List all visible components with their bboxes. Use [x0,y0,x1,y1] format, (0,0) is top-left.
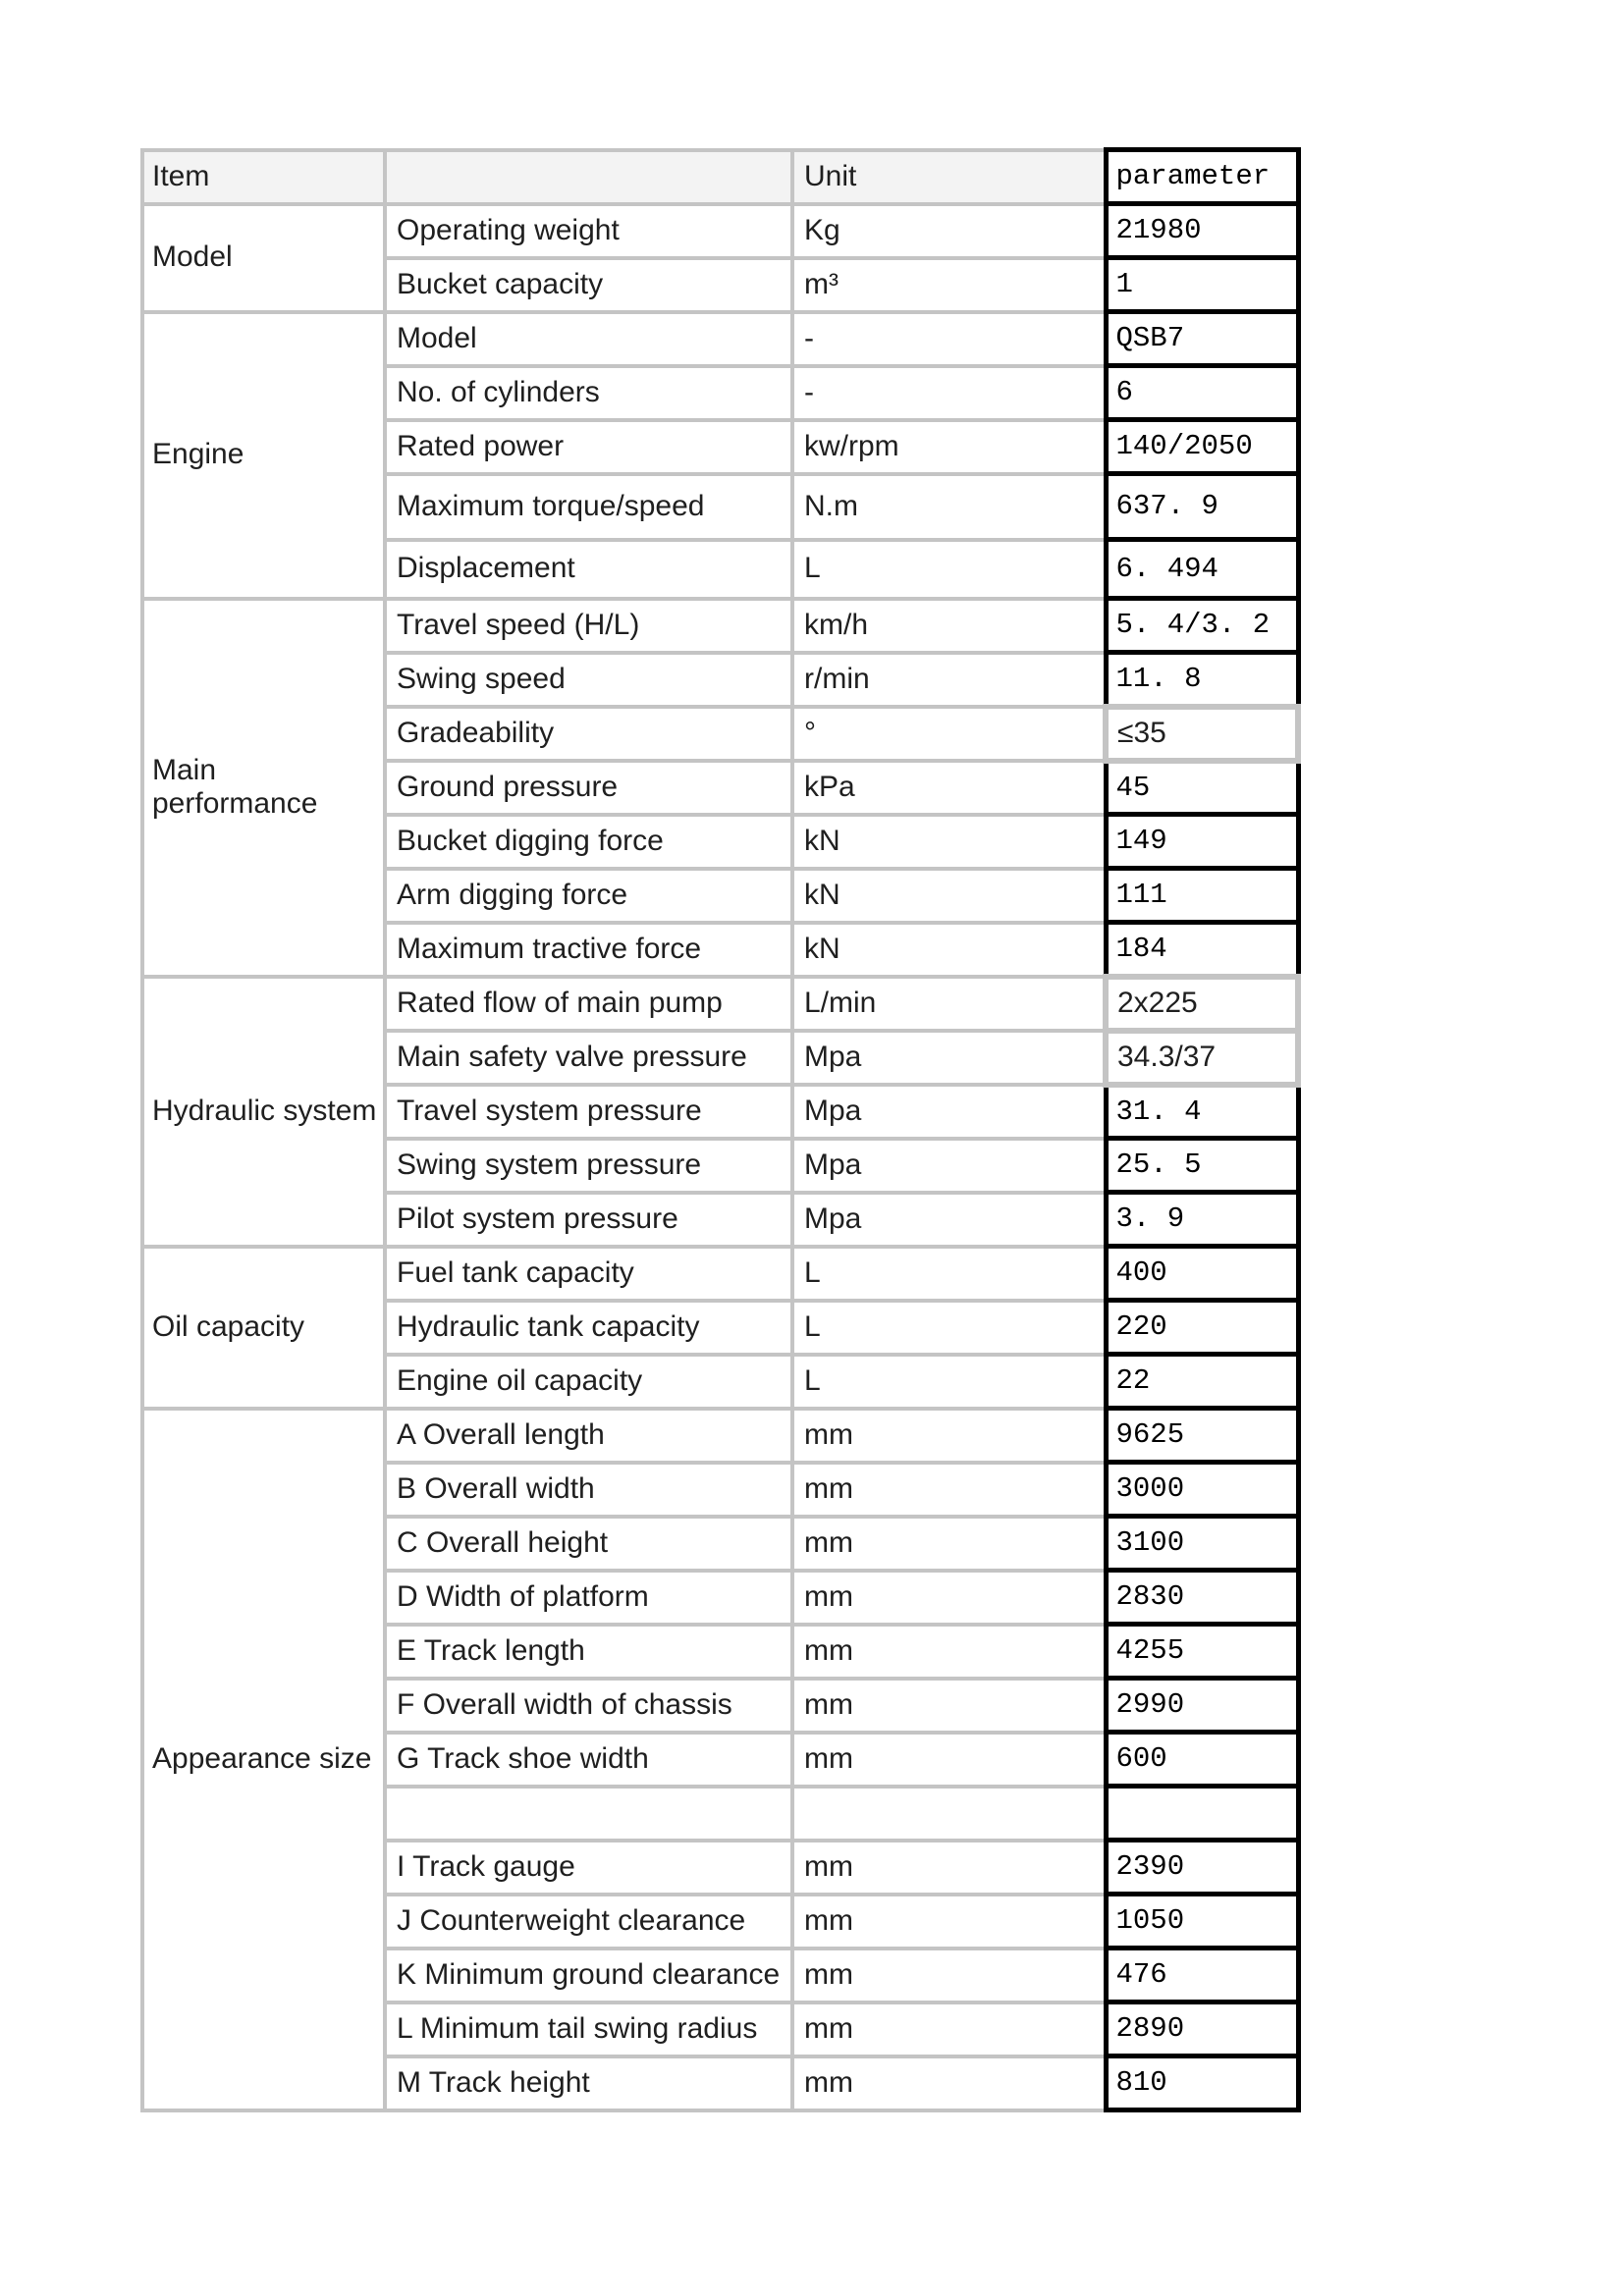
label-cell: Main safety valve pressure [385,1031,792,1085]
unit-cell: L [792,540,1106,599]
value-cell: 637. 9 [1106,474,1298,540]
unit-cell: - [792,366,1106,420]
label-cell: Travel speed (H/L) [385,599,792,653]
unit-cell: mm [792,2002,1106,2056]
value-cell: 2990 [1106,1679,1298,1733]
item-cell-model: Model [142,204,385,312]
spec-row [142,1247,1298,1301]
label-cell: Rated flow of main pump [385,977,792,1031]
value-cell: 5. 4/3. 2 [1106,599,1298,653]
label-cell: Bucket capacity [385,258,792,312]
unit-cell: Kg [792,204,1106,258]
value-cell: QSB7 [1106,312,1298,366]
spec-row [142,977,1298,1031]
unit-cell: mm [792,1733,1106,1787]
value-cell: 2890 [1106,2002,1298,2056]
unit-cell: ° [792,707,1106,761]
label-cell: A Overall length [385,1409,792,1463]
value-cell: 21980 [1106,204,1298,258]
unit-cell: mm [792,1679,1106,1733]
value-cell: 22 [1106,1355,1298,1409]
value-cell: 3100 [1106,1517,1298,1571]
label-cell: E Track length [385,1625,792,1679]
value-cell: 2390 [1106,1841,1298,1895]
label-cell: J Counterweight clearance [385,1895,792,1949]
unit-cell: kN [792,815,1106,869]
label-cell: B Overall width [385,1463,792,1517]
unit-cell: mm [792,1409,1106,1463]
spec-row [142,1409,1298,1463]
label-cell: Operating weight [385,204,792,258]
label-cell: L Minimum tail swing radius [385,2002,792,2056]
label-cell: No. of cylinders [385,366,792,420]
unit-cell: mm [792,1463,1106,1517]
item-cell-hydraulic-system: Hydraulic system [142,977,385,1247]
label-cell: K Minimum ground clearance [385,1949,792,2002]
label-cell: G Track shoe width [385,1733,792,1787]
value-cell: 4255 [1106,1625,1298,1679]
header-sub [385,150,792,204]
value-cell: 220 [1106,1301,1298,1355]
label-cell: D Width of platform [385,1571,792,1625]
value-cell: 6 [1106,366,1298,420]
value-cell: 140/2050 [1106,420,1298,474]
spec-row [142,204,1298,258]
label-cell: Travel system pressure [385,1085,792,1139]
value-cell: 476 [1106,1949,1298,2002]
value-cell: 25. 5 [1106,1139,1298,1193]
unit-cell: - [792,312,1106,366]
value-cell: 2830 [1106,1571,1298,1625]
unit-cell: m³ [792,258,1106,312]
unit-cell: N.m [792,474,1106,540]
value-cell: 400 [1106,1247,1298,1301]
value-cell: 1 [1106,258,1298,312]
unit-cell: Mpa [792,1139,1106,1193]
unit-cell [792,1787,1106,1841]
unit-cell: kPa [792,761,1106,815]
header-row [142,150,1298,204]
value-cell: 810 [1106,2056,1298,2110]
unit-cell: mm [792,2056,1106,2110]
value-cell: 45 [1106,761,1298,815]
label-cell: Fuel tank capacity [385,1247,792,1301]
unit-cell: Mpa [792,1085,1106,1139]
label-cell: I Track gauge [385,1841,792,1895]
label-cell: Pilot system pressure [385,1193,792,1247]
unit-cell: Mpa [792,1193,1106,1247]
label-cell: Engine oil capacity [385,1355,792,1409]
value-cell: 111 [1106,869,1298,923]
label-cell: Maximum tractive force [385,923,792,977]
value-cell: 34.3/37 [1106,1031,1298,1085]
value-cell: ≤35 [1106,707,1298,761]
item-cell-oil-capacity: Oil capacity [142,1247,385,1409]
unit-cell: L [792,1301,1106,1355]
value-cell [1106,1787,1298,1841]
unit-cell: kN [792,869,1106,923]
value-cell: 184 [1106,923,1298,977]
label-cell: Swing system pressure [385,1139,792,1193]
spec-row [142,599,1298,653]
header-item: Item [142,150,385,204]
label-cell: Gradeability [385,707,792,761]
label-cell: Rated power [385,420,792,474]
unit-cell: km/h [792,599,1106,653]
unit-cell: kw/rpm [792,420,1106,474]
item-cell-appearance-size: Appearance size [142,1409,385,2110]
label-cell: F Overall width of chassis [385,1679,792,1733]
unit-cell: mm [792,1949,1106,2002]
label-cell: Bucket digging force [385,815,792,869]
unit-cell: mm [792,1625,1106,1679]
label-cell: C Overall height [385,1517,792,1571]
label-cell: Ground pressure [385,761,792,815]
item-cell-main-performance: Main performance [142,599,385,977]
label-cell: Displacement [385,540,792,599]
value-cell: 1050 [1106,1895,1298,1949]
unit-cell: r/min [792,653,1106,707]
label-cell: Model [385,312,792,366]
label-cell: Maximum torque/speed [385,474,792,540]
unit-cell: mm [792,1517,1106,1571]
unit-cell: mm [792,1895,1106,1949]
unit-cell: mm [792,1571,1106,1625]
unit-cell: L/min [792,977,1106,1031]
value-cell: 31. 4 [1106,1085,1298,1139]
value-cell: 3. 9 [1106,1193,1298,1247]
spec-row [142,312,1298,366]
header-unit: Unit [792,150,1106,204]
item-cell-engine: Engine [142,312,385,599]
value-cell: 9625 [1106,1409,1298,1463]
label-cell: M Track height [385,2056,792,2110]
value-cell: 2x225 [1106,977,1298,1031]
unit-cell: mm [792,1841,1106,1895]
spec-table-body [142,204,1298,2110]
value-cell: 11. 8 [1106,653,1298,707]
value-cell: 600 [1106,1733,1298,1787]
label-cell: Hydraulic tank capacity [385,1301,792,1355]
label-cell: Arm digging force [385,869,792,923]
value-cell: 149 [1106,815,1298,869]
header-parameter: parameter [1106,150,1298,204]
unit-cell: L [792,1247,1106,1301]
value-cell: 3000 [1106,1463,1298,1517]
spec-table [140,147,1301,2112]
unit-cell: Mpa [792,1031,1106,1085]
unit-cell: L [792,1355,1106,1409]
unit-cell: kN [792,923,1106,977]
label-cell [385,1787,792,1841]
value-cell: 6. 494 [1106,540,1298,599]
label-cell: Swing speed [385,653,792,707]
